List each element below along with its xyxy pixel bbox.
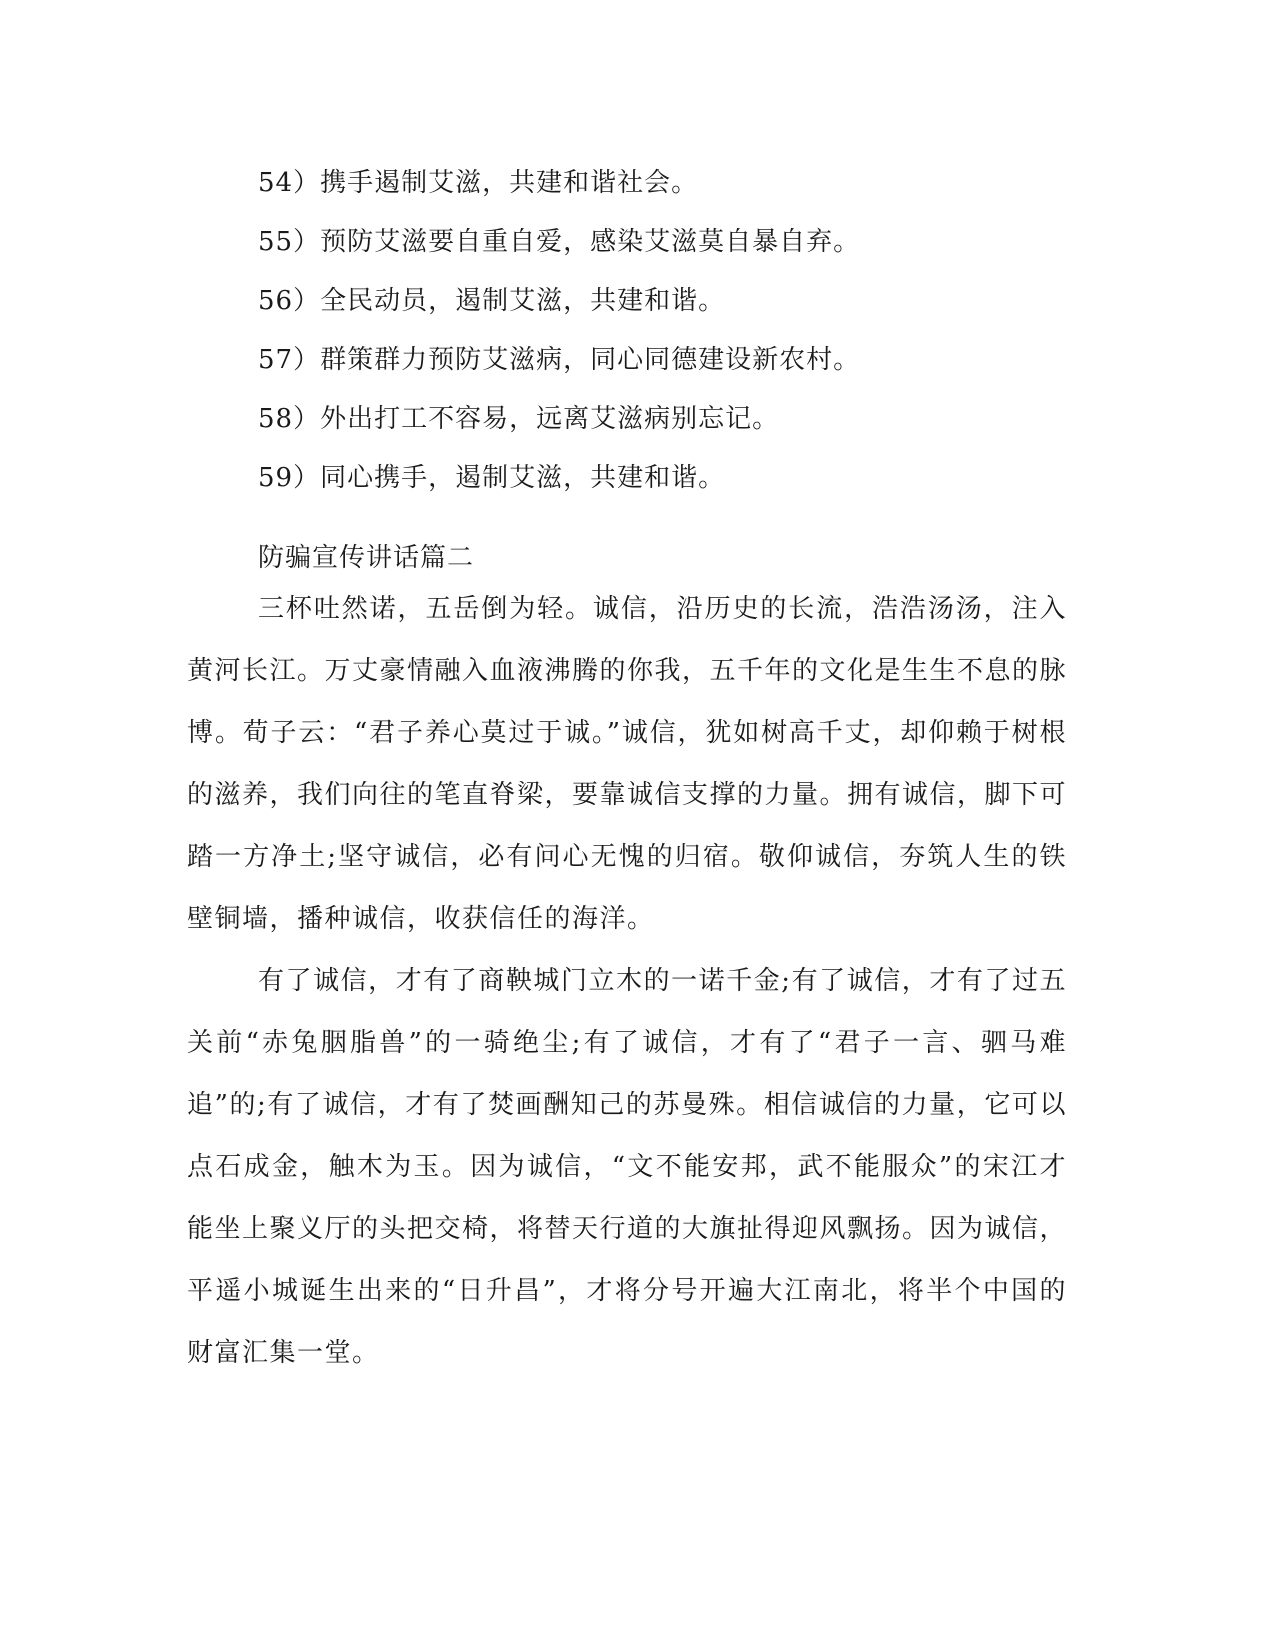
section-title: 防骗宣传讲话篇二 bbox=[258, 543, 475, 573]
list-item-55: 55）预防艾滋要自重自爱，感染艾滋莫自暴自弃。 bbox=[258, 227, 861, 257]
list-item-57: 57）群策群力预防艾滋病，同心同德建设新农村。 bbox=[258, 345, 861, 375]
list-item-59: 59）同心携手，遏制艾滋，共建和谐。 bbox=[258, 463, 726, 493]
paragraph-integrity-intro: 三杯吐然诺，五岳倒为轻。诚信，沿历史的长流，浩浩汤汤，注入黄河长江。万丈豪情融入血液沸腾的你我，五千年的文化是生生不息的脉博。荀子云：“君子养心莫过于诚。”诚信，犹如树高千丈，却仰赖于树根的滋养，我们向往的笔直脊梁，要靠诚信支撑的力量。拥有诚信，脚下可踏一方净土;坚守诚信，必有问心无愧的归宿。敬仰诚信，夯筑人生的铁壁铜墙，播种诚信，收获信任的海洋。 bbox=[187, 594, 1068, 934]
paragraph-integrity-examples: 有了诚信，才有了商鞅城门立木的一诺千金;有了诚信，才有了过五关前“赤兔胭脂兽”的一骑绝尘;有了诚信，才有了“君子一言、驷马难追”的;有了诚信，才有了焚画酬知己的苏曼殊。相信诚信的力量，它可以点石成金，触木为玉。因为诚信，“文不能安邦，武不能服众”的宋江才能坐上聚义厅的头把交椅，将替天行道的大旗扯得迎风飘扬。因为诚信，平遥小城诞生出来的“日升昌”，才将分号开遍大江南北，将半个中国的财富汇集一堂。 bbox=[187, 966, 1068, 1368]
list-item-56: 56）全民动员，遏制艾滋，共建和谐。 bbox=[258, 286, 726, 316]
list-item-54: 54）携手遏制艾滋，共建和谐社会。 bbox=[258, 168, 699, 198]
list-item-58: 58）外出打工不容易，远离艾滋病别忘记。 bbox=[258, 404, 780, 434]
